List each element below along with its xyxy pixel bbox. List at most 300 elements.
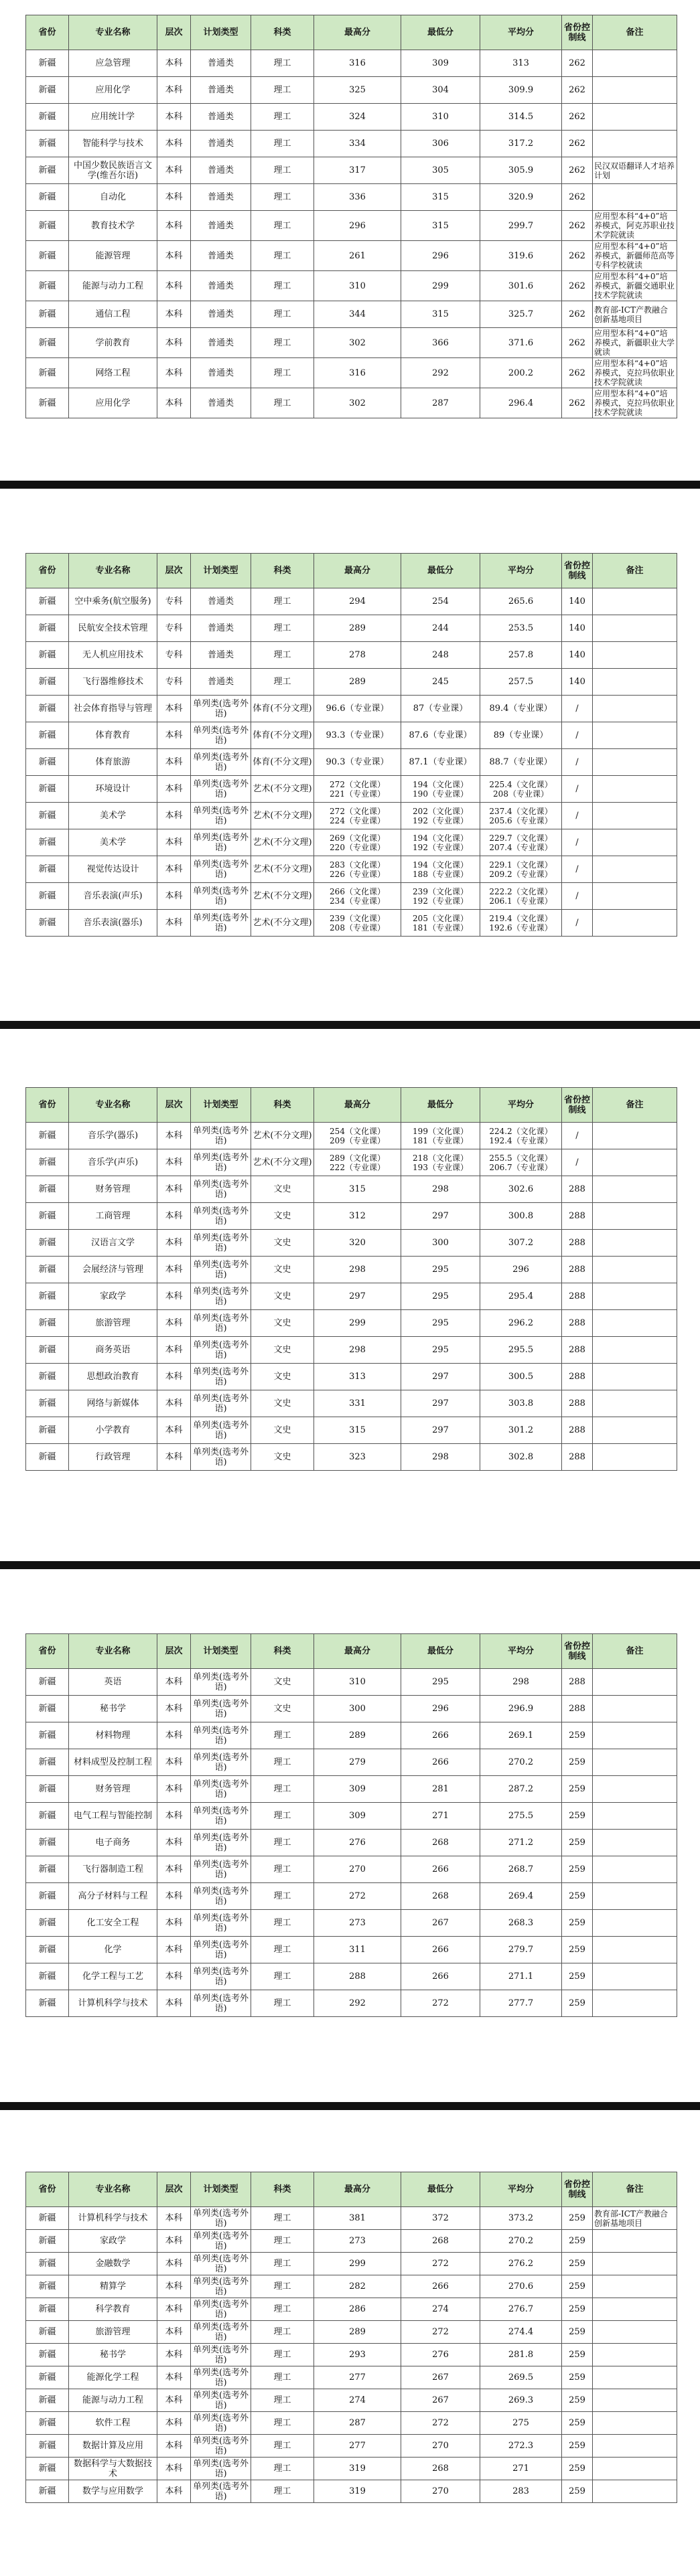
cell-avg-score: 295.4: [480, 1283, 562, 1310]
cell-min-score: 87（专业课）: [401, 696, 480, 722]
cell-province: 新疆: [26, 184, 69, 211]
table-row: [26, 184, 677, 211]
table-row: [26, 1390, 677, 1417]
cell-min-score: 315: [401, 184, 480, 211]
cell-plan-type: 单列类(选考外语): [191, 1123, 251, 1149]
cell-avg-score: 302.6: [480, 1176, 562, 1203]
cell-min-score: 295: [401, 1257, 480, 1283]
cell-subject: 艺术(不分文理): [251, 1123, 314, 1149]
table-row: [26, 1283, 677, 1310]
cell-major: 材料成型及控制工程: [69, 1749, 157, 1776]
cell-subject: 理工: [251, 1963, 314, 1990]
cell-plan-type: 单列类(选考外语): [191, 1696, 251, 1722]
cell-max-score: 286: [314, 2298, 401, 2321]
cell-max-score: 90.3（专业课）: [314, 749, 401, 776]
cell-plan-type: 单列类(选考外语): [191, 2253, 251, 2275]
cell-major: 科学教育: [69, 2298, 157, 2321]
table-row: [26, 1417, 677, 1444]
cell-level: 本科: [157, 2435, 191, 2458]
cell-control-line: 259: [562, 2344, 593, 2366]
cell-plan-type: 单列类(选考外语): [191, 2321, 251, 2344]
cell-max-score: 272（文化课） 221（专业课）: [314, 776, 401, 803]
cell-plan-type: 单列类(选考外语): [191, 1910, 251, 1937]
cell-control-line: 259: [562, 1803, 593, 1830]
cell-avg-score: 309.9: [480, 77, 562, 104]
cell-avg-score: 268.3: [480, 1910, 562, 1937]
cell-major: 秘书学: [69, 2344, 157, 2366]
cell-control-line: 288: [562, 1257, 593, 1283]
cell-province: 新疆: [26, 2230, 69, 2253]
table-row: [26, 271, 677, 301]
cell-major: 自动化: [69, 184, 157, 211]
cell-note: [593, 803, 677, 829]
cell-min-score: 266: [401, 1856, 480, 1883]
cell-note: 应用型本科“4+0”培养模式，克拉玛依职业技术学院就读: [593, 358, 677, 388]
cell-major: 能源与动力工程: [69, 2389, 157, 2412]
cell-note: [593, 722, 677, 749]
cell-plan-type: 单列类(选考外语): [191, 1749, 251, 1776]
cell-subject: 文史: [251, 1203, 314, 1230]
cell-plan-type: 单列类(选考外语): [191, 2207, 251, 2230]
cell-max-score: 293: [314, 2344, 401, 2366]
cell-province: 新疆: [26, 1669, 69, 1696]
table-row: [26, 2366, 677, 2389]
cell-province: 新疆: [26, 1910, 69, 1937]
cell-major: 美术学: [69, 803, 157, 829]
cell-province: 新疆: [26, 2207, 69, 2230]
table-row: [26, 2480, 677, 2503]
cell-note: [593, 1123, 677, 1149]
cell-province: 新疆: [26, 1722, 69, 1749]
cell-avg-score: 253.5: [480, 615, 562, 642]
cell-level: 本科: [157, 1310, 191, 1337]
cell-control-line: 140: [562, 588, 593, 615]
cell-min-score: 298: [401, 1176, 480, 1203]
cell-avg-score: 300.5: [480, 1364, 562, 1390]
cell-plan-type: 单列类(选考外语): [191, 1963, 251, 1990]
cell-plan-type: 单列类(选考外语): [191, 856, 251, 883]
column-header-max-score: 最高分: [314, 1088, 401, 1123]
cell-major: 工商管理: [69, 1203, 157, 1230]
cell-note: [593, 1364, 677, 1390]
cell-province: 新疆: [26, 1444, 69, 1471]
cell-avg-score: 296.9: [480, 1696, 562, 1722]
column-header-level: 层次: [157, 554, 191, 588]
cell-level: 专科: [157, 588, 191, 615]
cell-max-score: 287: [314, 2412, 401, 2435]
cell-note: [593, 1257, 677, 1283]
cell-major: 飞行器维修技术: [69, 669, 157, 696]
table-header-row: [26, 554, 677, 588]
cell-avg-score: 276.7: [480, 2298, 562, 2321]
cell-major: 材料物理: [69, 1722, 157, 1749]
cell-level: 本科: [157, 1830, 191, 1856]
cell-plan-type: 单列类(选考外语): [191, 1230, 251, 1257]
column-header-province: 省份: [26, 2172, 69, 2207]
table-row: [26, 722, 677, 749]
cell-plan-type: 单列类(选考外语): [191, 829, 251, 856]
cell-max-score: 315: [314, 1176, 401, 1203]
table-row: [26, 2207, 677, 2230]
cell-plan-type: 单列类(选考外语): [191, 1149, 251, 1176]
cell-note: [593, 1830, 677, 1856]
cell-avg-score: 225.4（文化课） 208（专业课）: [480, 776, 562, 803]
cell-min-score: 194（文化课） 188（专业课）: [401, 856, 480, 883]
cell-subject: 理工: [251, 328, 314, 358]
cell-note: 应用型本科“4+0”培养模式，新疆师范高等专科学校就读: [593, 241, 677, 271]
column-header-max-score: 最高分: [314, 2172, 401, 2207]
cell-plan-type: 普通类: [191, 271, 251, 301]
cell-level: 本科: [157, 104, 191, 131]
cell-max-score: 299: [314, 2253, 401, 2275]
cell-major: 能源与动力工程: [69, 271, 157, 301]
cell-control-line: 140: [562, 669, 593, 696]
table-row: [26, 1337, 677, 1364]
column-header-major: 专业名称: [69, 2172, 157, 2207]
cell-min-score: 297: [401, 1417, 480, 1444]
cell-subject: 艺术(不分文理): [251, 803, 314, 829]
cell-level: 本科: [157, 271, 191, 301]
cell-level: 本科: [157, 1722, 191, 1749]
cell-note: [593, 1283, 677, 1310]
cell-plan-type: 单列类(选考外语): [191, 1856, 251, 1883]
cell-control-line: 259: [562, 2253, 593, 2275]
table-row: [26, 358, 677, 388]
cell-level: 本科: [157, 1444, 191, 1471]
table-row: [26, 1696, 677, 1722]
cell-min-score: 297: [401, 1364, 480, 1390]
cell-subject: 理工: [251, 2253, 314, 2275]
cell-min-score: 309: [401, 50, 480, 77]
cell-avg-score: 257.8: [480, 642, 562, 669]
cell-avg-score: 319.6: [480, 241, 562, 271]
table-row: [26, 241, 677, 271]
cell-major: 音乐学(声乐): [69, 1149, 157, 1176]
table-row: [26, 2344, 677, 2366]
cell-avg-score: 271: [480, 2458, 562, 2480]
cell-subject: 理工: [251, 1856, 314, 1883]
cell-subject: 理工: [251, 2207, 314, 2230]
table-row: [26, 1230, 677, 1257]
cell-plan-type: 普通类: [191, 184, 251, 211]
column-header-level: 层次: [157, 1634, 191, 1669]
cell-level: 本科: [157, 883, 191, 910]
cell-major: 财务管理: [69, 1176, 157, 1203]
cell-avg-score: 269.4: [480, 1883, 562, 1910]
cell-level: 本科: [157, 749, 191, 776]
cell-province: 新疆: [26, 2412, 69, 2435]
cell-province: 新疆: [26, 642, 69, 669]
cell-note: [593, 2366, 677, 2389]
cell-major: 商务英语: [69, 1337, 157, 1364]
cell-subject: 文史: [251, 1364, 314, 1390]
cell-avg-score: 279.7: [480, 1937, 562, 1963]
cell-min-score: 299: [401, 271, 480, 301]
cell-max-score: 278: [314, 642, 401, 669]
cell-max-score: 311: [314, 1937, 401, 1963]
cell-level: 本科: [157, 1990, 191, 2017]
cell-control-line: 259: [562, 1776, 593, 1803]
cell-min-score: 296: [401, 241, 480, 271]
table-row: [26, 2412, 677, 2435]
cell-control-line: 262: [562, 157, 593, 184]
cell-min-score: 297: [401, 1390, 480, 1417]
cell-province: 新疆: [26, 1749, 69, 1776]
admission-table: [25, 2172, 677, 2503]
cell-min-score: 268: [401, 1830, 480, 1856]
cell-plan-type: 单列类(选考外语): [191, 722, 251, 749]
cell-max-score: 324: [314, 104, 401, 131]
table-row: [26, 883, 677, 910]
cell-max-score: 289（文化课） 222（专业课）: [314, 1149, 401, 1176]
cell-level: 本科: [157, 910, 191, 937]
cell-subject: 理工: [251, 2298, 314, 2321]
cell-major: 化工安全工程: [69, 1910, 157, 1937]
cell-subject: 理工: [251, 1883, 314, 1910]
cell-level: 专科: [157, 669, 191, 696]
cell-province: 新疆: [26, 803, 69, 829]
cell-min-score: 268: [401, 2230, 480, 2253]
cell-control-line: 288: [562, 1669, 593, 1696]
cell-avg-score: 265.6: [480, 588, 562, 615]
cell-control-line: 259: [562, 2435, 593, 2458]
cell-max-score: 283（文化课） 226（专业课）: [314, 856, 401, 883]
cell-max-score: 315: [314, 1417, 401, 1444]
cell-max-score: 316: [314, 358, 401, 388]
cell-control-line: /: [562, 1123, 593, 1149]
cell-max-score: 319: [314, 2458, 401, 2480]
cell-note: [593, 131, 677, 157]
table-row: [26, 829, 677, 856]
cell-plan-type: 普通类: [191, 77, 251, 104]
cell-min-score: 87.6（专业课）: [401, 722, 480, 749]
cell-major: 能源管理: [69, 241, 157, 271]
cell-note: [593, 1883, 677, 1910]
cell-major: 社会体育指导与管理: [69, 696, 157, 722]
table-row: [26, 588, 677, 615]
cell-level: 本科: [157, 1963, 191, 1990]
cell-major: 民航安全技术管理: [69, 615, 157, 642]
cell-major: 小学教育: [69, 1417, 157, 1444]
cell-min-score: 300: [401, 1230, 480, 1257]
cell-province: 新疆: [26, 2253, 69, 2275]
cell-plan-type: 单列类(选考外语): [191, 1310, 251, 1337]
cell-province: 新疆: [26, 1337, 69, 1364]
column-header-avg-score: 平均分: [480, 554, 562, 588]
cell-major: 教育技术学: [69, 211, 157, 241]
cell-level: 专科: [157, 615, 191, 642]
cell-subject: 理工: [251, 2458, 314, 2480]
cell-max-score: 296: [314, 211, 401, 241]
cell-province: 新疆: [26, 749, 69, 776]
cell-control-line: 262: [562, 77, 593, 104]
cell-max-score: 289: [314, 615, 401, 642]
cell-plan-type: 单列类(选考外语): [191, 1257, 251, 1283]
cell-max-score: 313: [314, 1364, 401, 1390]
cell-major: 音乐表演(声乐): [69, 883, 157, 910]
cell-min-score: 218（文化课） 193（专业课）: [401, 1149, 480, 1176]
table-row: [26, 301, 677, 328]
cell-control-line: /: [562, 749, 593, 776]
cell-note: [593, 588, 677, 615]
cell-province: 新疆: [26, 358, 69, 388]
admission-table-section-1: [25, 15, 677, 418]
cell-max-score: 276: [314, 1830, 401, 1856]
cell-province: 新疆: [26, 1803, 69, 1830]
cell-major: 视觉传达设计: [69, 856, 157, 883]
cell-min-score: 295: [401, 1310, 480, 1337]
column-header-min-score: 最低分: [401, 1088, 480, 1123]
cell-min-score: 266: [401, 1963, 480, 1990]
cell-max-score: 317: [314, 157, 401, 184]
cell-level: 本科: [157, 803, 191, 829]
cell-note: [593, 1149, 677, 1176]
cell-province: 新疆: [26, 856, 69, 883]
cell-control-line: 288: [562, 1176, 593, 1203]
cell-control-line: 262: [562, 301, 593, 328]
cell-note: [593, 1749, 677, 1776]
cell-min-score: 194（文化课） 190（专业课）: [401, 776, 480, 803]
cell-level: 本科: [157, 50, 191, 77]
cell-major: 应用化学: [69, 388, 157, 418]
cell-control-line: 288: [562, 1417, 593, 1444]
cell-province: 新疆: [26, 1776, 69, 1803]
cell-max-score: 279: [314, 1749, 401, 1776]
admission-table-section-4: [25, 1633, 677, 2017]
column-header-subject: 科类: [251, 554, 314, 588]
cell-note: [593, 2458, 677, 2480]
cell-max-score: 273: [314, 2230, 401, 2253]
cell-max-score: 289: [314, 669, 401, 696]
table-header-row: [26, 1088, 677, 1123]
cell-province: 新疆: [26, 883, 69, 910]
cell-level: 本科: [157, 157, 191, 184]
cell-subject: 理工: [251, 1830, 314, 1856]
cell-province: 新疆: [26, 615, 69, 642]
cell-subject: 理工: [251, 2366, 314, 2389]
cell-major: 网络与新媒体: [69, 1390, 157, 1417]
table-row: [26, 157, 677, 184]
cell-plan-type: 单列类(选考外语): [191, 803, 251, 829]
cell-max-score: 254（文化课） 209（专业课）: [314, 1123, 401, 1149]
cell-max-score: 300: [314, 1696, 401, 1722]
cell-level: 本科: [157, 2298, 191, 2321]
cell-min-score: 254: [401, 588, 480, 615]
cell-control-line: 259: [562, 2389, 593, 2412]
cell-min-score: 366: [401, 328, 480, 358]
cell-plan-type: 普通类: [191, 211, 251, 241]
cell-subject: 理工: [251, 1910, 314, 1937]
cell-major: 体育旅游: [69, 749, 157, 776]
cell-avg-score: 281.8: [480, 2344, 562, 2366]
cell-avg-score: 274.4: [480, 2321, 562, 2344]
cell-note: 应用型本科“4+0”培养模式，新疆职业大学就读: [593, 328, 677, 358]
table-row: [26, 1364, 677, 1390]
cell-subject: 理工: [251, 2389, 314, 2412]
cell-note: [593, 2344, 677, 2366]
cell-control-line: 259: [562, 1990, 593, 2017]
cell-plan-type: 单列类(选考外语): [191, 1937, 251, 1963]
cell-max-score: 269（文化课） 220（专业课）: [314, 829, 401, 856]
cell-note: [593, 1696, 677, 1722]
cell-province: 新疆: [26, 1390, 69, 1417]
cell-level: 本科: [157, 1856, 191, 1883]
cell-province: 新疆: [26, 1310, 69, 1337]
cell-major: 化学工程与工艺: [69, 1963, 157, 1990]
cell-max-score: 309: [314, 1803, 401, 1830]
cell-province: 新疆: [26, 1364, 69, 1390]
cell-major: 音乐学(器乐): [69, 1123, 157, 1149]
cell-level: 本科: [157, 856, 191, 883]
cell-note: [593, 2298, 677, 2321]
cell-major: 空中乘务(航空服务): [69, 588, 157, 615]
cell-plan-type: 单列类(选考外语): [191, 1176, 251, 1203]
cell-avg-score: 89.4（专业课）: [480, 696, 562, 722]
cell-level: 本科: [157, 1883, 191, 1910]
table-row: [26, 2275, 677, 2298]
cell-major: 中国少数民族语言文学(维吾尔语): [69, 157, 157, 184]
cell-level: 本科: [157, 1149, 191, 1176]
cell-province: 新疆: [26, 1696, 69, 1722]
cell-avg-score: 257.5: [480, 669, 562, 696]
cell-subject: 理工: [251, 1776, 314, 1803]
cell-avg-score: 301.6: [480, 271, 562, 301]
cell-plan-type: 单列类(选考外语): [191, 1803, 251, 1830]
cell-avg-score: 270.2: [480, 2230, 562, 2253]
cell-level: 本科: [157, 1230, 191, 1257]
cell-province: 新疆: [26, 1203, 69, 1230]
cell-control-line: 288: [562, 1364, 593, 1390]
column-header-avg-score: 平均分: [480, 1634, 562, 1669]
cell-control-line: 288: [562, 1390, 593, 1417]
cell-control-line: 262: [562, 388, 593, 418]
cell-province: 新疆: [26, 1149, 69, 1176]
table-row: [26, 1123, 677, 1149]
cell-plan-type: 单列类(选考外语): [191, 1776, 251, 1803]
cell-avg-score: 314.5: [480, 104, 562, 131]
cell-plan-type: 单列类(选考外语): [191, 1364, 251, 1390]
cell-province: 新疆: [26, 271, 69, 301]
cell-level: 本科: [157, 2275, 191, 2298]
column-header-subject: 科类: [251, 1088, 314, 1123]
cell-level: 本科: [157, 388, 191, 418]
cell-avg-score: 237.4（文化课） 205.6（专业课）: [480, 803, 562, 829]
table-row: [26, 50, 677, 77]
cell-level: 本科: [157, 241, 191, 271]
column-header-control-line: 省份控制线: [562, 554, 593, 588]
column-header-major: 专业名称: [69, 1088, 157, 1123]
cell-major: 学前教育: [69, 328, 157, 358]
cell-plan-type: 单列类(选考外语): [191, 2344, 251, 2366]
cell-subject: 文史: [251, 1696, 314, 1722]
cell-province: 新疆: [26, 131, 69, 157]
cell-note: [593, 1776, 677, 1803]
table-row: [26, 1830, 677, 1856]
cell-major: 应急管理: [69, 50, 157, 77]
cell-province: 新疆: [26, 1230, 69, 1257]
cell-level: 本科: [157, 1776, 191, 1803]
cell-subject: 文史: [251, 1283, 314, 1310]
cell-province: 新疆: [26, 2435, 69, 2458]
column-header-subject: 科类: [251, 2172, 314, 2207]
table-row: [26, 211, 677, 241]
cell-min-score: 298: [401, 1444, 480, 1471]
cell-plan-type: 普通类: [191, 388, 251, 418]
cell-subject: 理工: [251, 184, 314, 211]
table-row: [26, 856, 677, 883]
cell-province: 新疆: [26, 2458, 69, 2480]
admission-table: [25, 15, 677, 418]
